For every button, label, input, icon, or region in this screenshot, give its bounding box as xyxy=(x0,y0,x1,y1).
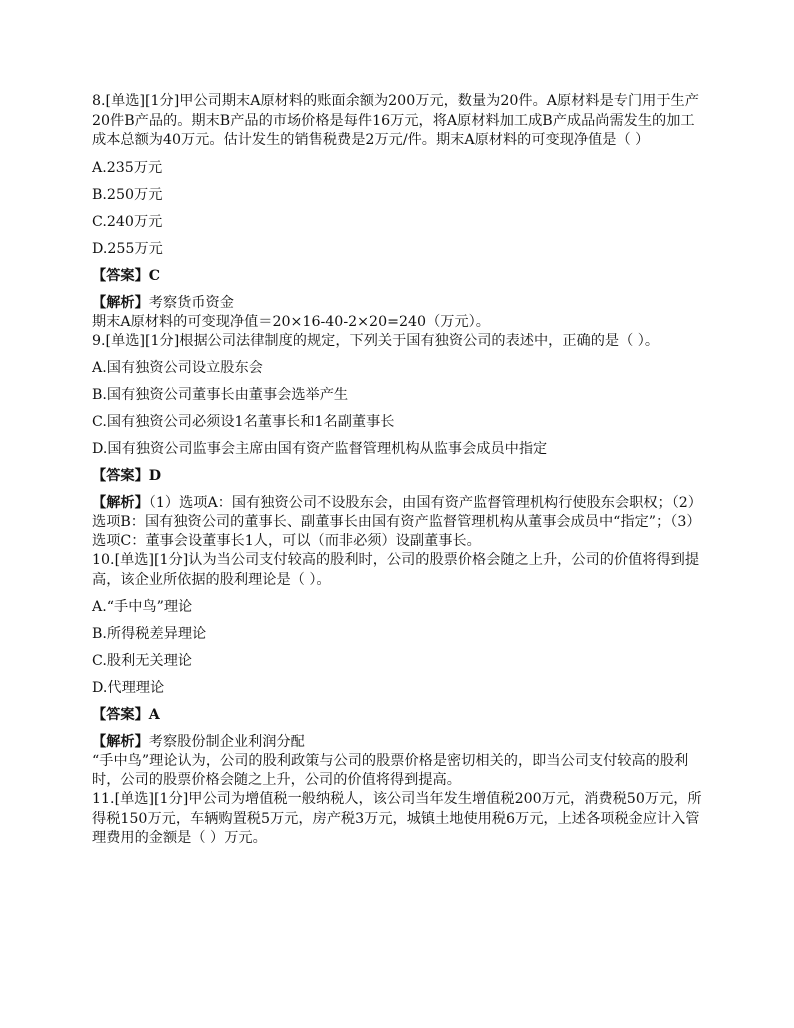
option-d: D.代理理论 xyxy=(92,680,165,696)
question-stem: 8.[单选][1分]甲公司期末A原材料的账面余额为200万元，数量为20件。A原材料是专门用于生产20件B产品的。期末B产品的市场价格是每件16万元，将A原材料加工成B产成品尚需发生的加工成本总额为40万元。估计发生的销售税费是2万元/件。期末A原材料的可变现净值是（ ） xyxy=(92,93,699,148)
analysis: 【解析】考察股份制企业利润分配 xyxy=(92,734,305,750)
question-8 xyxy=(92,92,704,332)
option-c: C.国有独资公司必须设1名董事长和1名副董事长 xyxy=(92,414,395,430)
option-b: B.250万元 xyxy=(92,186,163,203)
question-10 xyxy=(92,551,704,790)
option-b: B.国有独资公司董事长由董事会选举产生 xyxy=(92,387,349,403)
question-stem: 10.[单选][1分]认为当公司支付较高的股利时，公司的股票价格会随之上升，公司的价值将得到提高，该企业所依据的股利理论是（ ）。 xyxy=(92,552,700,588)
question-9 xyxy=(92,332,704,552)
question-11 xyxy=(92,790,704,849)
question-stem: 9.[单选][1分]根据公司法律制度的规定，下列关于国有独资公司的表述中，正确的是（ ）。 xyxy=(92,332,660,349)
option-c: C.240万元 xyxy=(92,213,163,230)
answer: 【答案】D xyxy=(92,468,162,484)
analysis: 【解析】考察货币资金 xyxy=(92,294,234,311)
option-b: B.所得税差异理论 xyxy=(92,626,207,642)
analysis-body: “手中鸟”理论认为，公司的股利政策与公司的股票价格是密切相关的，即当公司支付较高的股利时，公司的股票价格会随之上升，公司的价值将得到提高。 xyxy=(92,753,689,788)
option-a: A.国有独资公司设立股东会 xyxy=(92,360,263,376)
option-a: A.235万元 xyxy=(92,159,163,176)
option-d: D.255万元 xyxy=(92,240,163,257)
analysis-body: 期末A原材料的可变现净值＝20×16-40-2×20=240（万元）。 xyxy=(92,313,490,330)
document-page xyxy=(92,92,704,849)
question-stem: 11.[单选][1分]甲公司为增值税一般纳税人，该公司当年发生增值税200万元，消费税50万元，所得税150万元，车辆购置税5万元，房产税3万元，城镇土地使用税6万元，上述各项税金应计入管理费用的金额是（ ）万元。 xyxy=(92,791,702,846)
option-a: A.“手中鸟”理论 xyxy=(92,599,193,615)
answer: 【答案】A xyxy=(92,707,160,723)
analysis: 【解析】（1）选项A：国有独资公司不设股东会，由国有资产监督管理机构行使股东会职权；（2）选项B：国有独资公司的董事长、副董事长由国有资产监督管理机构从董事会成员中“指定”；（3）选项C：董事会设董事长1人，可以（而非必须）设副董事长。 xyxy=(92,495,702,549)
option-d: D.国有独资公司监事会主席由国有资产监督管理机构从监事会成员中指定 xyxy=(92,441,548,457)
option-c: C.股利无关理论 xyxy=(92,653,192,669)
answer: 【答案】C xyxy=(92,267,161,284)
